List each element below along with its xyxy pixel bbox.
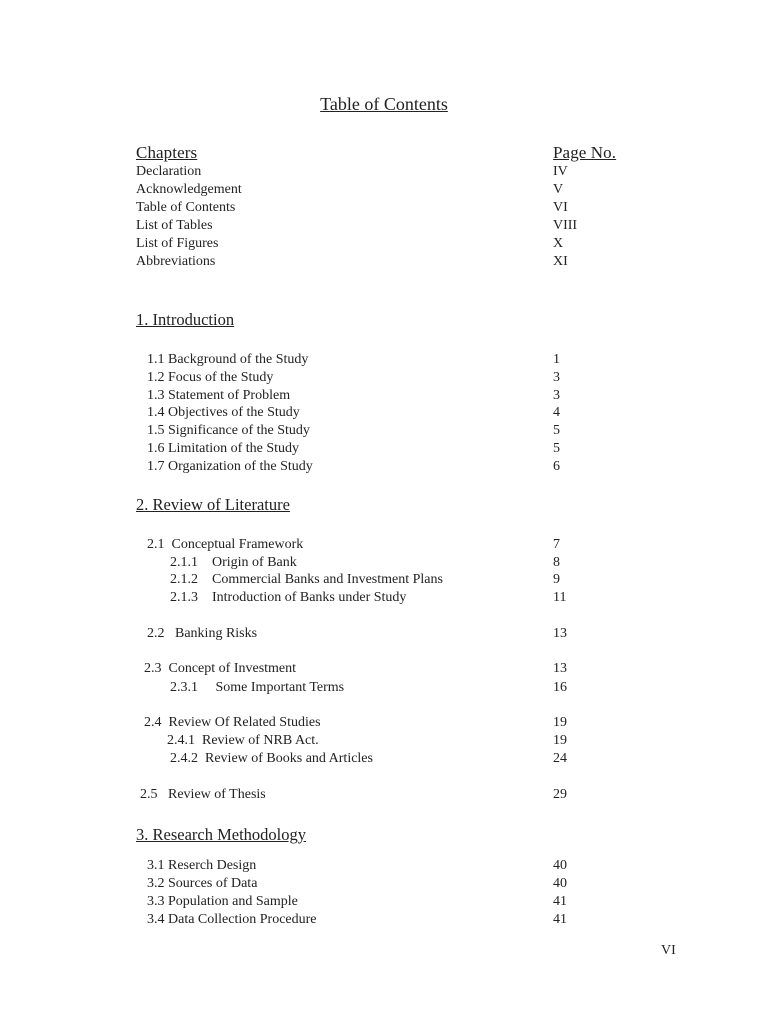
toc-page: 13 [553,661,567,676]
toc-entry: 2.3 Concept of Investment [144,661,297,676]
toc-page: 3 [553,388,560,403]
chapter-3-heading: 3. Research Methodology [136,825,307,844]
toc-entry: 1.7 Organization of the Study [147,459,313,474]
toc-entry: 1.5 Significance of the Study [147,423,310,438]
toc-entry: 2.4.1 Review of NRB Act. [167,733,319,748]
toc-page: X [553,236,564,251]
toc-entry: 2.1 Conceptual Framework [147,537,304,552]
toc-entry: 2.5 Review of Thesis [140,787,266,802]
toc-page: 6 [553,459,560,474]
toc-entry: 1.1 Background of the Study [147,352,309,367]
toc-page: 19 [553,733,567,748]
toc-page: 7 [553,537,560,552]
toc-page: 16 [553,680,567,695]
toc-entry: 2.3.1 Some Important Terms [170,680,345,695]
toc-page: IV [553,164,568,179]
toc-page: 1 [553,352,560,367]
toc-page: 11 [553,590,567,605]
toc-page: 40 [553,858,567,873]
toc-entry: 2.2 Banking Risks [147,626,258,641]
toc-entry: List of Tables [136,218,213,233]
toc-entry: 3.1 Reserch Design [147,858,257,873]
toc-page: V [553,182,564,197]
toc-page: 5 [553,423,560,438]
toc-entry: 3.2 Sources of Data [147,876,258,891]
toc-entry: 3.4 Data Collection Procedure [147,912,317,927]
toc-entry: 2.1.1 Origin of Bank [170,555,297,570]
toc-page: VI [553,200,568,215]
toc-entry: 2.1.2 Commercial Banks and Investment Plans [170,572,443,587]
toc-page: 40 [553,876,567,891]
toc-page: 41 [553,912,567,927]
toc-entry: List of Figures [136,236,219,251]
toc-page: 9 [553,572,560,587]
toc-page: VIII [553,218,578,233]
toc-entry: 1.2 Focus of the Study [147,370,274,385]
toc-entry: 2.4 Review Of Related Studies [144,715,321,730]
toc-page: 8 [553,555,560,570]
toc-page: 19 [553,715,567,730]
toc-entry: 2.4.2 Review of Books and Articles [170,751,373,766]
toc-entry: Declaration [136,164,202,179]
chapter-2-heading: 2. Review of Literature [136,495,290,514]
toc-entry: Table of Contents [136,200,236,215]
toc-page: 13 [553,626,567,641]
page-title: Table of Contents [320,94,448,114]
toc-page: 4 [553,405,560,420]
page-no-header: Page No. [553,143,617,162]
toc-entry: 1.6 Limitation of the Study [147,441,300,456]
toc-entry: 3.3 Population and Sample [147,894,298,909]
toc-page: 41 [553,894,567,909]
toc-page: 24 [553,751,567,766]
toc-page: 3 [553,370,560,385]
page-number-footer: VI [661,943,676,958]
toc-page: 29 [553,787,567,802]
toc-entry: 2.1.3 Introduction of Banks under Study [170,590,407,605]
toc-entry: 1.4 Objectives of the Study [147,405,300,420]
chapters-header: Chapters [136,143,198,162]
toc-entry: Abbreviations [136,254,216,269]
chapter-1-heading: 1. Introduction [136,310,235,329]
toc-entry: 1.3 Statement of Problem [147,388,291,403]
toc-entry: Acknowledgement [136,182,242,197]
toc-page: 5 [553,441,560,456]
toc-page: XI [553,254,568,269]
